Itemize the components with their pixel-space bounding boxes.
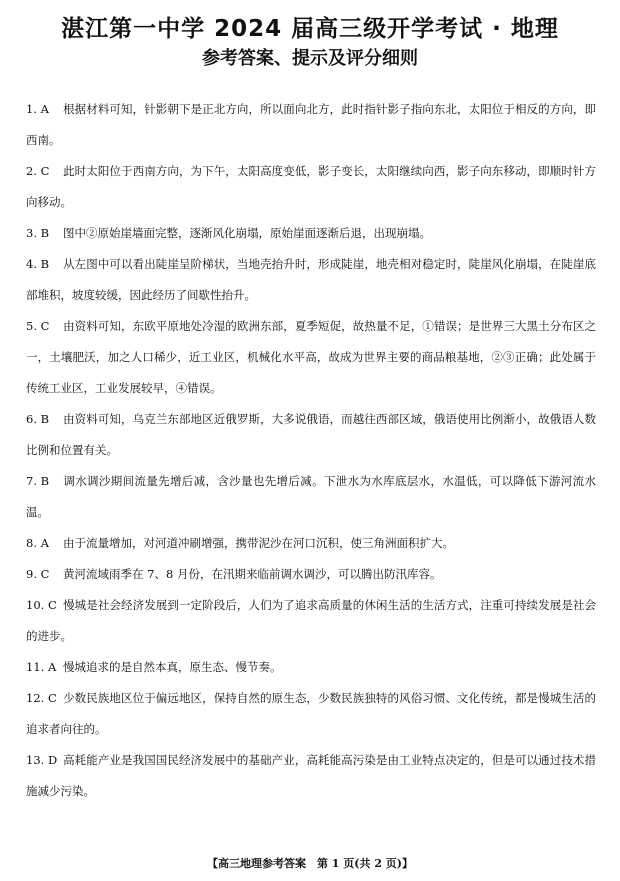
answer-explanation: 慢城追求的是自然本真，原生态、慢节奏。 bbox=[63, 660, 282, 674]
answer-item-3 bbox=[26, 218, 596, 249]
answer-explanation: 从左图中可以看出陡崖呈阶梯状，当地壳抬升时，形成陡崖，地壳相对稳定时，陡崖风化崩塌，在陡崖底部堆积，坡度较缓，因此经历了间歇性抬升。 bbox=[26, 257, 596, 302]
page-subtitle: 参考答案、提示及评分细则 bbox=[202, 48, 418, 69]
answer-explanation: 调水调沙期间流量先增后减，含沙量也先增后减。下泄水为水库底层水，水温低，可以降低下游河流水温。 bbox=[26, 474, 596, 519]
answer-number: 2. C bbox=[26, 164, 50, 178]
answer-item-12 bbox=[26, 683, 596, 745]
answer-explanation: 图中②原始崖墙面完整，逐渐风化崩塌，原始崖面逐渐后退，出现崩塌。 bbox=[63, 226, 431, 240]
answer-item-6 bbox=[26, 404, 596, 466]
answer-explanation: 由于流量增加，对河道冲刷增强，携带泥沙在河口沉积，使三角洲面积扩大。 bbox=[63, 536, 454, 550]
answer-item-4 bbox=[26, 249, 596, 311]
answer-number: 9. C bbox=[26, 567, 50, 581]
answer-number: 8. A bbox=[26, 536, 49, 550]
answer-number: 5. C bbox=[26, 319, 50, 333]
answer-number: 11. A bbox=[26, 660, 57, 674]
answer-item-7 bbox=[26, 466, 596, 528]
answer-item-5 bbox=[26, 311, 596, 404]
answer-list bbox=[26, 94, 596, 807]
answer-explanation: 高耗能产业是我国国民经济发展中的基础产业，高耗能高污染是由工业特点决定的，但是可以通过技术措施减少污染。 bbox=[26, 753, 596, 798]
answer-number: 7. B bbox=[26, 474, 50, 488]
answer-item-11 bbox=[26, 652, 596, 683]
answer-number: 1. A bbox=[26, 102, 49, 116]
answer-explanation: 由资料可知，东欧平原地处冷湿的欧洲东部，夏季短促，故热量不足，①错误；是世界三大黑土分布区之一，土壤肥沃，加之人口稀少，近工业区，机械化水平高，故成为世界主要的商品粮基地，②③正确；此处属于传统工业区，工业发展较早，④错误。 bbox=[26, 319, 596, 395]
answer-number: 6. B bbox=[26, 412, 50, 426]
answer-explanation: 根据材料可知，针影朝下是正北方向，所以面向北方，此时指针影子指向东北，太阳位于相反的方向，即西南。 bbox=[26, 102, 596, 147]
answer-item-8 bbox=[26, 528, 596, 559]
page-title: 湛江第一中学 2024 届高三级开学考试 · 地理 bbox=[61, 16, 559, 42]
answer-explanation: 由资料可知，乌克兰东部地区近俄罗斯，大多说俄语，而越往西部区域，俄语使用比例渐小，故俄语人数比例和位置有关。 bbox=[26, 412, 596, 457]
answer-explanation: 慢城是社会经济发展到一定阶段后，人们为了追求高质量的休闲生活的生活方式，注重可持续发展是社会的进步。 bbox=[26, 598, 596, 643]
answer-number: 3. B bbox=[26, 226, 50, 240]
answer-item-13 bbox=[26, 745, 596, 807]
answer-explanation: 少数民族地区位于偏远地区，保持自然的原生态，少数民族独特的风俗习惯、文化传统，都是慢城生活的追求者向往的。 bbox=[26, 691, 596, 736]
answer-number: 13. D bbox=[26, 753, 58, 767]
answer-number: 10. C bbox=[26, 598, 57, 612]
answer-explanation: 黄河流域雨季在 7、8 月份，在汛期来临前调水调沙，可以腾出防汛库容。 bbox=[63, 567, 442, 581]
answer-number: 4. B bbox=[26, 257, 50, 271]
answer-item-1 bbox=[26, 94, 596, 156]
answer-item-2 bbox=[26, 156, 596, 218]
page-footer: 【高三地理参考答案 第 1 页(共 2 页)】 bbox=[206, 857, 414, 870]
answer-number: 12. C bbox=[26, 691, 57, 705]
answer-explanation: 此时太阳位于西南方向，为下午，太阳高度变低，影子变长，太阳继续向西，影子向东移动，即顺时针方向移动。 bbox=[26, 164, 596, 209]
answer-item-10 bbox=[26, 590, 596, 652]
answer-item-9 bbox=[26, 559, 596, 590]
